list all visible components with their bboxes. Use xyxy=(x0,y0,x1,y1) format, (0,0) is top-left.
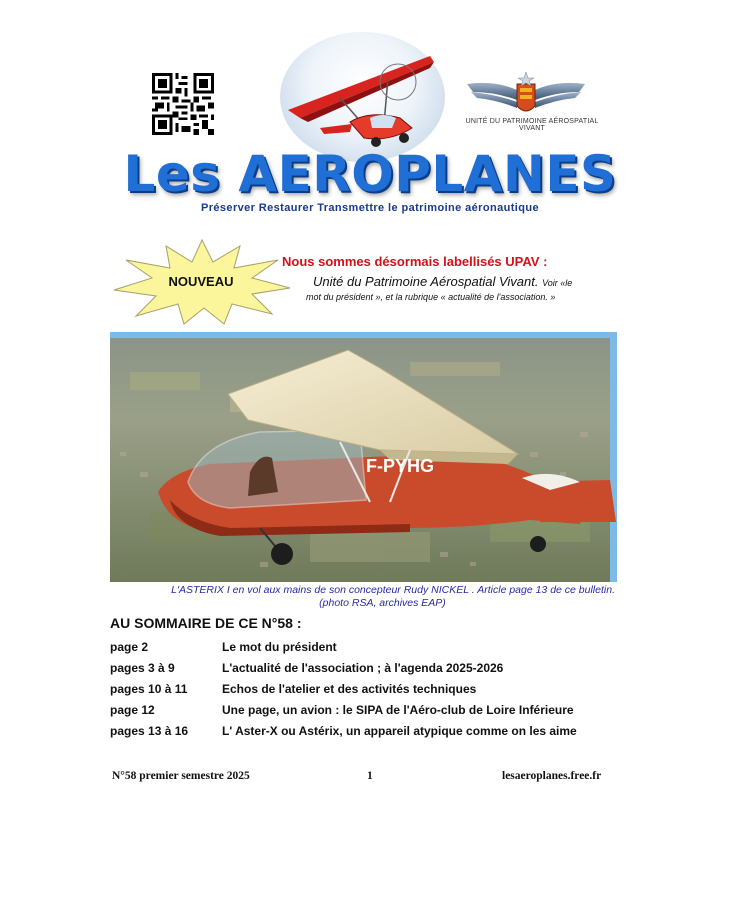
cover-photo xyxy=(110,332,617,582)
summary-row xyxy=(110,703,630,723)
summary-row xyxy=(110,640,630,660)
summary-pages: pages 13 à 16 xyxy=(110,724,189,738)
announcement-headline: Nous sommes désormais labellisés UPAV : xyxy=(282,254,548,269)
summary-text: Le mot du président xyxy=(222,640,337,654)
announcement-line1-text: Unité du Patrimoine Aérospatial Vivant. xyxy=(313,274,539,289)
summary-row xyxy=(110,682,630,702)
qr-code-icon xyxy=(152,73,214,135)
summary-row xyxy=(110,724,630,744)
newsletter-subtitle: Préserver Restaurer Transmettre le patrimoine aéronautique xyxy=(200,202,540,214)
summary-pages: page 2 xyxy=(110,640,149,654)
newsletter-title: Les AEROPLANES xyxy=(123,145,617,203)
footer-website[interactable]: lesaeroplanes.free.fr xyxy=(502,770,602,782)
photo-credit: (photo RSA, archives EAP) xyxy=(319,597,446,609)
summary-row xyxy=(110,661,630,681)
new-badge-label: NOUVEAU xyxy=(168,274,234,289)
summary-text: Une page, un avion : le SIPA de l'Aéro-club de Loire Inférieure xyxy=(222,703,574,717)
summary-pages: pages 10 à 11 xyxy=(110,682,188,696)
summary-text: L'actualité de l'association ; à l'agenda 2025-2026 xyxy=(222,661,504,675)
photo-caption: L'ASTERIX I en vol aux mains de son concepteur Rudy NICKEL . Article page 13 de ce bulletin. xyxy=(171,584,615,596)
summary-pages: page 12 xyxy=(110,703,155,717)
summary-pages: pages 3 à 9 xyxy=(110,661,175,675)
upav-logo-text: UNITÉ DU PATRIMOINE AÉROSPATIAL VIVANT xyxy=(465,118,599,132)
summary-text: L' Aster-X ou Astérix, un appareil atypique comme on les aime xyxy=(222,724,577,738)
announcement-line1-tail: Voir «le xyxy=(542,278,573,288)
aircraft-registration: F-PYHG xyxy=(366,456,435,476)
summary-text: Echos de l'atelier et des activités techniques xyxy=(222,682,477,696)
ultralight-plane-icon xyxy=(280,32,445,162)
announcement-line1 xyxy=(313,274,643,289)
announcement-line2: mot du président », et la rubrique « actualité de l'association. » xyxy=(306,292,556,302)
summary-heading: AU SOMMAIRE DE CE N°58 : xyxy=(110,615,302,631)
upav-wings-logo xyxy=(465,70,587,120)
footer-page-number: 1 xyxy=(367,770,373,782)
footer-issue: N°58 premier semestre 2025 xyxy=(112,770,250,782)
